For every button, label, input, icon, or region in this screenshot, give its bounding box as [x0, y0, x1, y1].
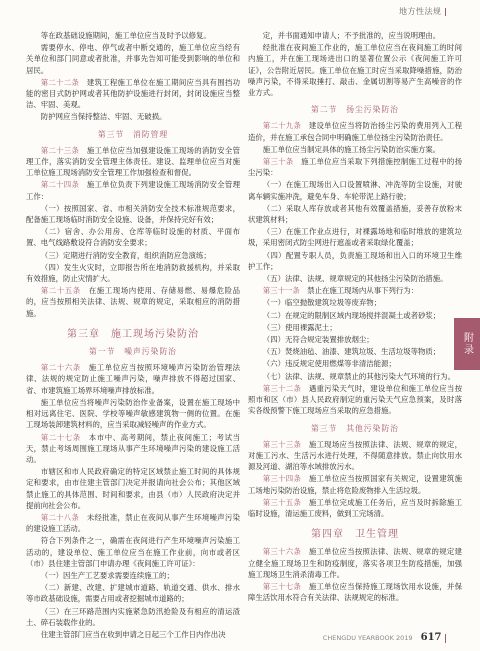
paragraph	[26, 432, 240, 466]
paragraph-text: （二）采取人库存放或者其他有效覆盖措施，妥善存放粉末状建筑材料；	[248, 203, 462, 225]
paragraph	[26, 570, 240, 581]
paragraph	[248, 383, 462, 417]
paragraph	[26, 606, 240, 628]
paragraph	[248, 285, 462, 296]
page-number: 617	[420, 632, 442, 643]
article-number: 第三十五条	[262, 497, 302, 507]
right-column	[248, 30, 462, 604]
article-number: 第三十七条	[262, 581, 302, 591]
article-number: 第三十六条	[262, 547, 302, 557]
paragraph-text: （三）使用裸露泥土；	[262, 322, 337, 332]
article-number: 第三十二条	[262, 383, 302, 393]
paragraph-text: （三）在三环路范围内实施紧急防汛抢险及有相应的清运渣土、碎石装载作业的。	[26, 606, 240, 627]
article-number: 第二十七条	[40, 432, 81, 442]
running-header	[399, 6, 446, 17]
paragraph-text: （一）按照国家、省、市相关消防安全技术标准规范要求，配备施工现场临时消防安全设施、设备，并保持完好有效；	[26, 203, 240, 225]
paragraph-text: 市辖区和市人民政府确定的特定区域禁止施工时间的具体规定和要求，由市住建主管部门决定并报请向社会公布；其他区域禁止施工的具体范围、时间和要求，由县（市）人民政府决定并提前向社会公布。	[26, 467, 240, 510]
paragraph	[26, 179, 240, 201]
paragraph-text: （二）在规定的限制区域内现场搅拌混凝土或者砂浆；	[262, 310, 441, 320]
paragraph	[26, 203, 240, 225]
left-column	[26, 30, 240, 641]
paragraph	[248, 30, 462, 41]
header-title: 地方性法规	[399, 7, 442, 16]
paragraph-text: 未经批准，禁止在夜间从事产生环境噪声污染的建设施工活动。	[26, 512, 240, 534]
paragraph-text: 施工单位应当按照法律、法规、规章的规定建立健全施工现场卫生和防疫制度，落实各项卫生防疫措施，加强施工现场卫生消杀清毒工作。	[248, 547, 462, 579]
paragraph	[248, 334, 462, 345]
article-number: 第三十四条	[262, 474, 302, 484]
paragraph	[248, 156, 462, 178]
paragraph	[248, 473, 462, 495]
paragraph-text: （四）无符合规定装置排放烟尘；	[262, 335, 374, 345]
article-number: 第二十六条	[40, 363, 81, 373]
footer-book-title: CHENGDU YEARBOOK 2019	[322, 634, 413, 642]
chapter-heading: 第四章 卫生管理	[311, 529, 399, 541]
article-number: 第三十条	[262, 157, 294, 167]
paragraph-text: 禁止在施工现场内从事下列行为：	[307, 286, 419, 296]
paragraph-text: （三）定期进行消防安全教育，组织消防应急演练；	[40, 250, 211, 260]
paragraph-text: （六）违反规定使用燃煤等非清洁能源；	[262, 359, 396, 369]
paragraph-text: 定，并书面通知申请人；不予批准的，应当说明理由。	[262, 31, 441, 40]
appendix-side-tab: 附录	[454, 318, 480, 370]
paragraph	[26, 629, 240, 640]
chapter-heading: 第三章 施工现场污染防治	[67, 328, 199, 340]
paragraph	[26, 582, 240, 604]
paragraph	[26, 512, 240, 534]
paragraph-text: （一）因生产工艺要求需要连续施工的；	[40, 570, 174, 580]
paragraph-text: （一）临空抛散建筑垃圾等废弃物；	[262, 298, 382, 308]
paragraph	[248, 42, 462, 98]
paragraph	[26, 466, 240, 511]
paragraph-text: 施工单位应当加强建设施工现场的消防安全管理工作，落实消防安全管理主体责任。建设、监理单位应当对施工单位施工现场消防安全管理工作加强检查和督促。	[26, 145, 240, 178]
paragraph	[26, 262, 240, 284]
paragraph	[248, 144, 462, 155]
paragraph-text: 施工单位应当将噪声污染防治作业备案，设置在施工现场中相对远离住宅、医院、学校等噪声敏感建筑物一侧的位置。在施工现场装卸建筑材料的，应当采取减轻噪声的作业方式。	[26, 397, 240, 430]
paragraph	[26, 362, 240, 396]
paragraph	[248, 581, 462, 603]
article-number: 第二十五条	[40, 286, 81, 296]
paragraph-text: 在施工现场内使用、存储易燃、易爆危险品的，应当按照相关法律、法规、规章的规定，采取相应的消防措施。	[26, 286, 240, 318]
paragraph-text: （四）配置专职人员，负责施工现场和出入口的环境卫生维护工作；	[248, 250, 462, 271]
section-heading: 第二节 扬尘污染防治	[311, 105, 399, 115]
paragraph-text: 施工现场应当按照法律、法规、规章的规定，对施工污水、生活污水进行处理，不得随意排放。禁止向饮用水源及河道、湖泊等水域排放污水。	[248, 439, 462, 472]
paragraph	[26, 30, 240, 41]
paragraph	[26, 77, 240, 111]
paragraph	[248, 250, 462, 272]
paragraph-text: 防护网应当保持整洁、牢固、无破损。	[40, 112, 167, 122]
footer-accent-bar	[445, 634, 447, 643]
paragraph-text: （二）新建、改建、扩建城市道路、轨道交通、供水、排水等市政基础设施，需要占用或者挖掘城市道路的；	[26, 583, 240, 604]
article-number: 第三十三条	[262, 439, 302, 449]
paragraph-text: 等在政基础设施期间，施工单位应当及时予以修复。	[40, 31, 211, 40]
paragraph	[26, 226, 240, 248]
paragraph	[248, 497, 462, 519]
article-number: 第三十一条	[262, 286, 300, 296]
paragraph-text: 遇重污染天气时，建设单位和施工单位应当按照市和区（市）县人民政府制定的重污染天气应急预案，及时落实各级预警下施工现场应当采取的应急措施。	[248, 383, 462, 416]
paragraph-text: 符合下列条件之一，确需在夜间进行产生环境噪声污染施工活动的，建设单位、施工单位应当在施工作业前，向市或者区（市）县住建主管部门申请办理《夜间施工许可证》：	[26, 536, 240, 568]
paragraph-text: （四）发生火灾时，立即报告所在地消防救援机构，并采取有效措施，防止灾情扩大。	[26, 262, 240, 284]
paragraph-text: 施工单位应当按照国家有关规定，设置建筑施工场地污染防治设施，禁止将危险废物排入生活垃圾。	[248, 474, 462, 495]
paragraph	[26, 285, 240, 319]
paragraph-text: （一）在施工现场出入口设置喷淋、冲洗等防尘设施，对驶离车辆实施冲洗，避免车身、车轮带泥上路行驶；	[248, 180, 462, 201]
paragraph	[248, 546, 462, 580]
paragraph-text: 经批准在夜间施工作业的，施工单位应当在夜间施工的时间内施工，并在施工现场进出口的显著位置公示《夜间施工许可证》，公告附近居民。施工单位在施工时应当采取降噪措施，防治噪声污染，不得采取捶打、敲击、金属切割等易产生高噪音的作业方式。	[248, 43, 462, 98]
paragraph	[248, 203, 462, 225]
paragraph-text: （五）法律、法规、规章规定的其他扬尘污染防治措施。	[262, 274, 448, 284]
paragraph	[248, 439, 462, 473]
paragraph-text: 需要停水、停电、停气或者中断交通的，施工单位应当经有关单位和部门同意或者批准，并事先告知可能受到影响的单位和居民。	[26, 43, 240, 75]
paragraph-text: （五）焚烧油毡、油漆、建筑垃圾、生活垃圾等物质；	[262, 347, 441, 357]
article-number: 第二十三条	[40, 145, 80, 155]
paragraph-text: 施工单位应当按照环境噪声污染防治管理法律、法规的规定防止施工噪声污染，噪声排放不得超过国家、省、市建筑施工场界环境噪声排放标准。	[26, 363, 240, 395]
paragraph-text: 施工单位完成施工任务后，应当及时拆除施工临时设施，清运施工废料，做到工完场清。	[248, 497, 462, 518]
paragraph-text: （七）法律、法规、规章禁止的其他污染大气环境的行为。	[262, 371, 455, 381]
paragraph	[248, 322, 462, 333]
paragraph	[248, 297, 462, 308]
paragraph	[26, 111, 240, 122]
paragraph	[248, 310, 462, 321]
article-number: 第二十二条	[40, 77, 80, 87]
section-heading: 第一节 噪声污染防治	[89, 347, 177, 357]
paragraph-text: 本市中、高考期间，禁止夜间施工；考试当天，禁止考场周围施工现场从事产生环境噪声污染的建设施工活动。	[26, 432, 240, 464]
paragraph-text: 施工单位应当采取下列措施控制施工过程中的扬尘污染：	[248, 157, 462, 178]
paragraph	[248, 120, 462, 142]
paragraph-text: （三）在施工作业点进行，对裸露场地和临时堆放的建筑垃圾，采用密闭式防尘网进行遮盖或者采取绿化覆盖；	[248, 227, 462, 248]
article-number: 第二十九条	[262, 121, 302, 131]
paragraph-text: 施工单位应当保持施工现场饮用水设施，并保障生活饮用水符合有关法律、法规规定的标准。	[248, 581, 462, 603]
paragraph	[26, 397, 240, 431]
paragraph	[248, 273, 462, 284]
article-number: 第二十八条	[40, 512, 80, 522]
paragraph	[26, 42, 240, 76]
paragraph	[26, 145, 240, 179]
paragraph-text: 建设单位应当将防治扬尘污染的费用列入工程造价，并在施工承包合同中明确施工单位扬尘污染防治责任。	[248, 121, 462, 142]
paragraph-text: （二）宿舍、办公用房、仓库等临时设施的材质、平面布置、电气线路敷设符合消防安全要求；	[26, 227, 240, 248]
paragraph-text: 施工单位负责下列建设施工现场消防安全管理工作：	[26, 180, 240, 201]
section-heading: 第三节 消防管理	[97, 129, 169, 139]
page-footer	[323, 632, 446, 643]
paragraph	[26, 250, 240, 261]
paragraph-text: 住建主管部门应当在收到申请之日起三个工作日内作出决	[40, 629, 226, 639]
paragraph	[26, 535, 240, 569]
paragraph	[248, 346, 462, 357]
paragraph-text: 建筑工程施工单位在施工期间应当具有围挡功能的密目式防护网或者其他防护设施进行封闭，封闭设施应当整洁、牢固、美观。	[26, 77, 240, 110]
header-accent-bar	[445, 8, 447, 16]
paragraph	[248, 226, 462, 248]
article-number: 第二十四条	[40, 180, 80, 190]
paragraph	[248, 179, 462, 201]
paragraph	[248, 358, 462, 369]
paragraph-text: 施工单位应当制定具体的施工扬尘污染防治实施方案。	[262, 144, 441, 154]
section-heading: 第三节 其他污染防治	[311, 423, 399, 433]
paragraph	[248, 371, 462, 382]
